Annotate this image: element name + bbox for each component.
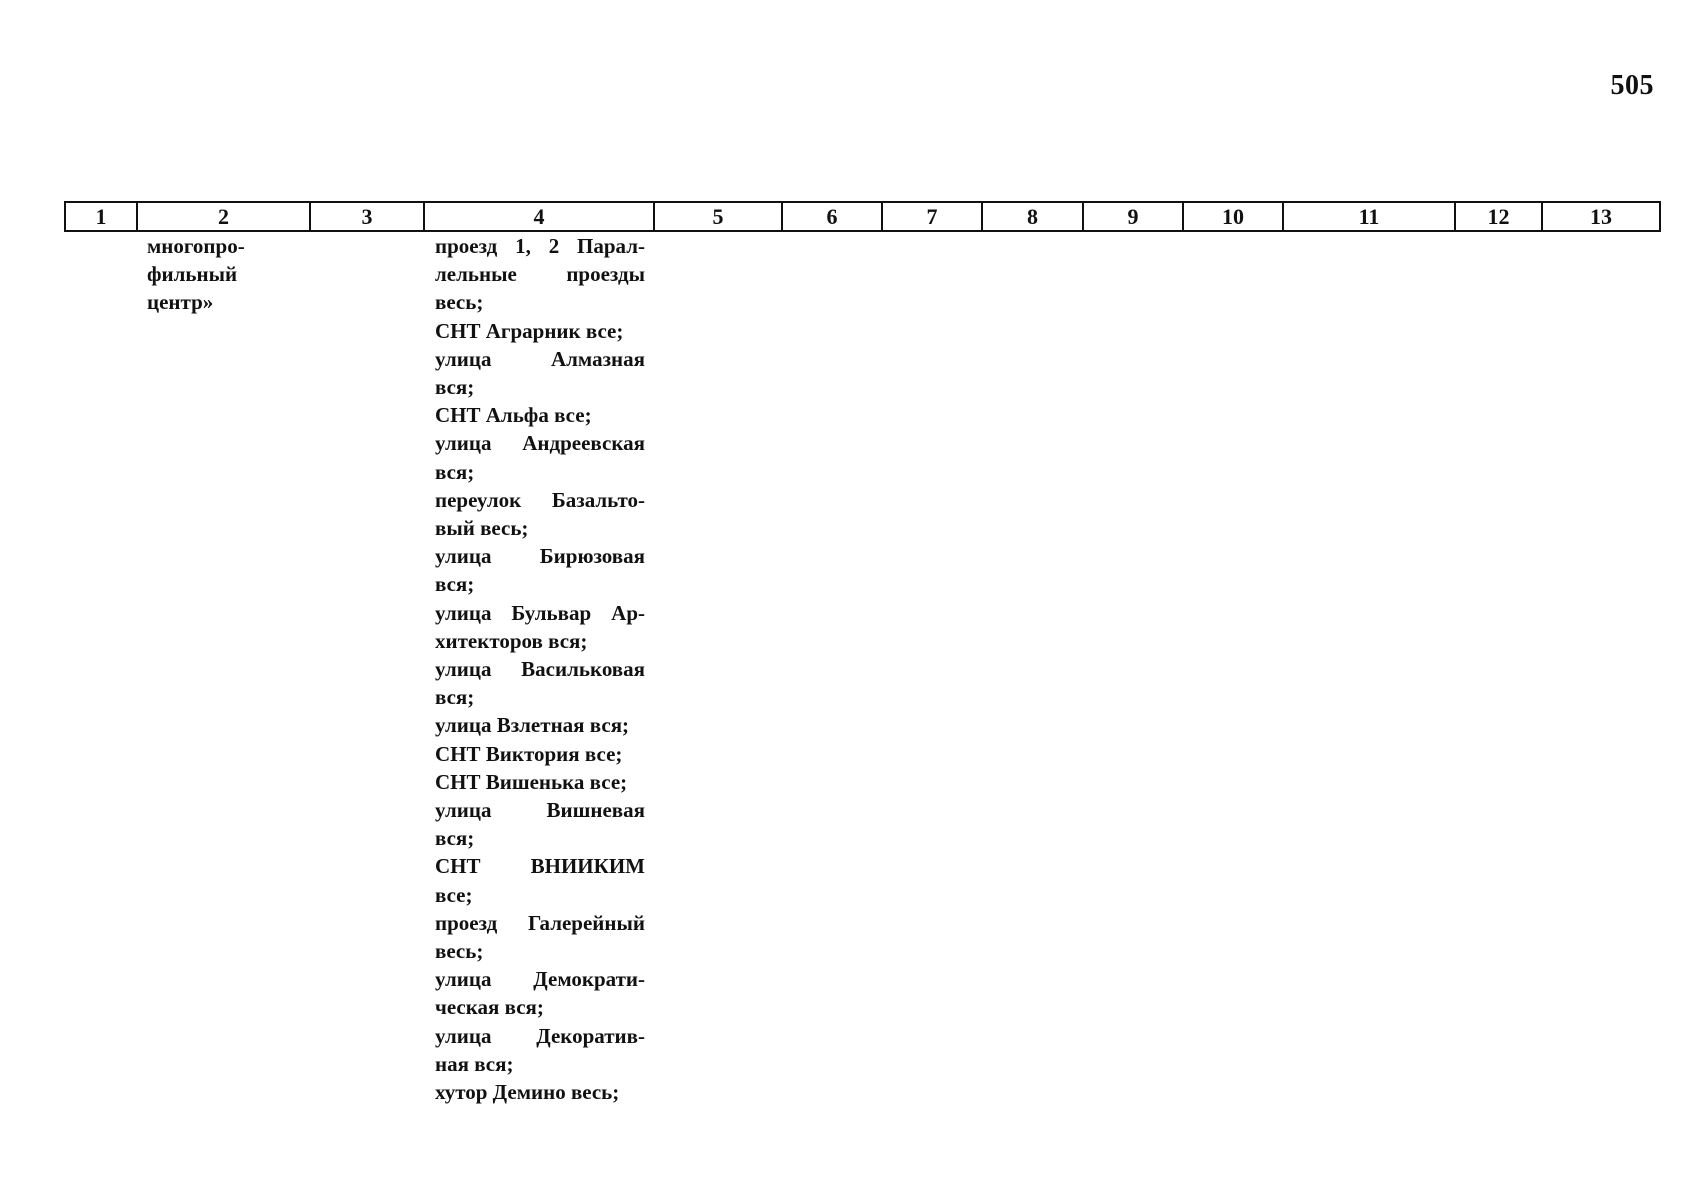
text-line: весь; (435, 939, 484, 964)
data-table (64, 201, 1661, 1106)
text-line: ная вся; (435, 1051, 514, 1076)
text-line: центр» (147, 290, 214, 315)
text-line: улица Декоратив- (435, 1023, 645, 1048)
address-list (424, 232, 654, 1106)
text-line: вся; (435, 826, 475, 851)
cell-col-13 (1542, 231, 1660, 1106)
text-line: улица Васильковая (435, 657, 645, 682)
text-line: переулок Базальто- (435, 487, 645, 512)
text-line: СНТ ВНИИКИМ (435, 854, 645, 879)
text-line: хитекторов вся; (435, 628, 588, 653)
institution-name-text (137, 232, 310, 317)
text-line: проезд 1, 2 Парал- (435, 234, 645, 258)
cell-col-2 (137, 231, 310, 1106)
column-header-6: 6 (782, 202, 882, 231)
column-number-row (65, 202, 1660, 231)
page-number: 505 (1610, 70, 1654, 101)
text-line: улица Бульвар Ар- (435, 600, 645, 625)
cell-col-7 (882, 231, 982, 1106)
cell-col-4 (424, 231, 654, 1106)
column-header-1: 1 (65, 202, 137, 231)
text-line: СНТ Вишенька все; (435, 769, 628, 794)
column-header-12: 12 (1455, 202, 1542, 231)
text-line: улица Вишневая (435, 798, 645, 823)
column-header-9: 9 (1083, 202, 1183, 231)
text-line: вся; (435, 685, 475, 710)
text-line: фильный (147, 262, 238, 287)
text-line: вся; (435, 572, 475, 597)
text-line: вся; (435, 459, 475, 484)
text-line: улица Андреевская (435, 431, 645, 456)
column-header-3: 3 (310, 202, 424, 231)
text-line: улица Демократи- (435, 967, 645, 992)
column-header-2: 2 (137, 202, 310, 231)
column-header-11: 11 (1283, 202, 1455, 231)
cell-col-8 (982, 231, 1083, 1106)
text-line: вся; (435, 375, 475, 400)
text-line: СНТ Альфа все; (435, 403, 592, 428)
cell-col-10 (1183, 231, 1283, 1106)
column-header-8: 8 (982, 202, 1083, 231)
text-line: ческая вся; (435, 995, 544, 1020)
text-line: хутор Демино весь; (435, 1080, 620, 1105)
text-line: улица Алмазная (435, 346, 645, 371)
text-line: СНТ Виктория все; (435, 741, 623, 766)
cell-col-11 (1283, 231, 1455, 1106)
cell-col-9 (1083, 231, 1183, 1106)
column-header-5: 5 (654, 202, 782, 231)
table-row (65, 231, 1660, 1106)
column-header-7: 7 (882, 202, 982, 231)
cell-col-1 (65, 231, 137, 1106)
cell-col-12 (1455, 231, 1542, 1106)
cell-col-3 (310, 231, 424, 1106)
text-line: все; (435, 882, 473, 907)
text-line: улица Взлетная вся; (435, 713, 630, 738)
text-line: лельные проезды (435, 262, 645, 287)
text-line: весь; (435, 290, 484, 315)
cell-col-6 (782, 231, 882, 1106)
column-header-4: 4 (424, 202, 654, 231)
column-header-10: 10 (1183, 202, 1283, 231)
column-header-13: 13 (1542, 202, 1660, 231)
text-line: вый весь; (435, 516, 529, 541)
cell-col-5 (654, 231, 782, 1106)
text-line: многопро- (147, 234, 245, 258)
text-line: СНТ Аграрник все; (435, 318, 624, 343)
text-line: проезд Галерейный (435, 910, 645, 935)
text-line: улица Бирюзовая (435, 544, 645, 569)
